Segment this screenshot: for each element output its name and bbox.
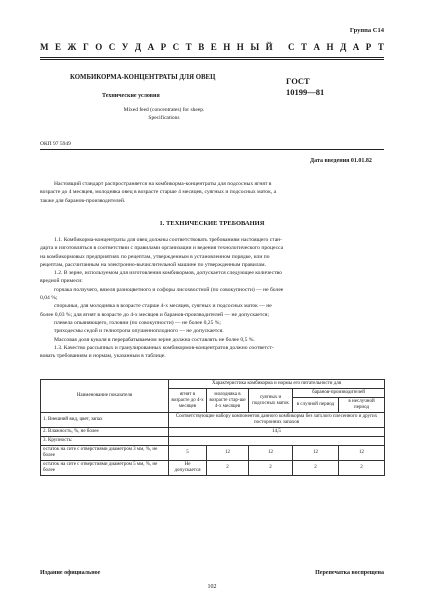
table-row [41,437,385,446]
norms-table [40,379,385,476]
value-rams-breeding: 12 [293,446,339,461]
header-rule-bottom [40,59,384,60]
body-line: 1.2. В зерне, используемом для изготовления комбикормов, допускается следующее количество [54,270,282,277]
value-young-sheep: 12 [207,446,249,461]
row-span-value [169,437,385,446]
intro-line: также для баранов-производителей. [40,197,126,204]
value-rams-breeding: 2 [293,461,339,476]
intro-paragraph [40,180,384,205]
document-subtitle: Технические условия [102,93,160,99]
english-title [84,107,244,122]
reprint-prohibited-label: Перепечатка воспрещена [315,570,384,576]
value-ewes: 2 [249,461,293,476]
header-indicator-name: Наименование показателя [41,380,169,413]
standard-heading-letter [279,42,281,52]
page-number: 102 [207,584,217,590]
standard-heading-letter: В [198,42,205,52]
body-line: спорыньи, для молодняка в возрасте старше 4-х месяцев, суягных и подсосных маток — не [54,303,272,310]
value-rams-nonbreeding: 12 [339,446,385,461]
header-rule-top [40,57,384,58]
standard-heading-letter: С [287,42,295,52]
standard-heading-letter: Т [377,42,384,52]
value-lambs: 5 [169,446,207,461]
table-row [41,461,385,476]
okp-code: ОКП 97 5949 [40,141,71,147]
row-label: 1. Внешний вид, цвет, запах [41,413,169,428]
standard-heading-letter: А [147,42,155,52]
intro-line: Настоящий стандарт распространяется на комбикорма-концентраты для подсосных ягнят в [54,181,272,187]
table-row [41,446,385,461]
standard-heading-letter: Ы [250,42,260,52]
english-title-line: Specifications [148,114,180,121]
standard-heading-letter: Д [134,42,142,52]
body-line: на комбикормовых предприятиях по рецептам, утвержденным в установленном порядке, или по [40,253,270,260]
standard-heading-letter: Е [210,42,217,52]
intro-line: возрасте до 4 месяцев, молодняка овец в возрасте старше 4 месяцев, суягных и подсосных маток, а [40,189,277,196]
standard-heading-letter: А [352,42,360,52]
standard-heading-letter: Й [265,42,273,52]
official-edition-label: Издание официальное [40,570,101,576]
document-title: КОМБИКОРМА-КОНЦЕНТРАТЫ ДЛЯ ОВЕЦ [70,74,216,81]
standard-heading-letter: У [121,42,129,52]
body-line: Массовая доля куколя в перерабатываемом зерне должна составлять не более 0,5 %. [54,336,255,343]
value-ewes: 12 [249,446,293,461]
body-line: триходесмы седой и гелиотропа опушенноплодного — не допускается. [54,328,224,335]
row-label: остаток на сите с отверстиями диаметром 3 мм, %, не более [41,446,169,461]
row-label: 3. Крупность: [41,437,169,446]
standard-heading-letter: Т [300,42,307,52]
row-span-value: 14,5 [169,428,385,437]
value-rams-nonbreeding: 2 [339,461,385,476]
header-rams: баранов-производителей [293,389,385,398]
row-label: остаток на сите с отверстиями диаметром 5 мм, %, не более [41,461,169,476]
header-ewes: суягных и подсосных маток [249,389,293,413]
standard-heading-letter: О [95,42,103,52]
standard-heading-letter: С [172,42,180,52]
standard-heading-letter: Н [223,42,231,52]
table-row [41,413,385,428]
group-code: Группа С14 [349,27,384,34]
body-line: более 0,03 %; для ягнят в возрасте до 4-х месяцев и баранов-производителей — не допускается; [40,311,270,318]
value-lambs: Не допускается [169,461,207,476]
standard-heading-letter: Д [340,42,347,52]
standard-heading-letter: Н [236,42,244,52]
body-line: плевела опьяняющего, головни (по совокупности) — не более 0,25 %; [54,319,221,326]
body-line: 1.1. Комбикорма-концентраты для овец должны соответствовать требованиям настоящего стан- [54,237,283,243]
header-rams-breeding: в случной период [293,398,339,413]
body-line: дарта и изготовляться в соответствии с правилами организации и ведения технологического процесса [40,245,284,252]
okp-rule [40,149,384,150]
english-title-line: Mixed feed (concentrates) for sheep. [123,107,205,113]
standard-heading-letter: Н [326,42,334,52]
row-label: 2. Влажность, %, не более [41,428,169,437]
value-young-sheep: 2 [207,461,249,476]
body-line: вовать требованиям и нормам, указанным в таблице. [40,353,166,360]
introduction-date: Дата введения 01.01.82 [310,158,372,164]
gost-label: ГОСТ [286,76,310,86]
header-group: Характеристика комбикорма и нормы его питательности для [169,380,385,389]
requirements-text [40,236,384,360]
header-lambs: ягнят в возрасте до 4-х месяцев [169,389,207,413]
standard-heading-letter: Ж [67,42,77,52]
standard-heading-letter: А [313,42,321,52]
body-line: рецептам, рассчитанным на электронно-вычислительной машине по утвержденным правилам. [40,261,266,268]
header-young-sheep: молодняка в возрасте стар-ше 4-х месяцев [207,389,249,413]
body-line: горчака ползучего, вязеля разноцветного и софоры лисохвостной (по совокупности) — не более [54,286,284,293]
body-line: вредной примеси: [40,278,83,285]
body-line: 0,04 %; [40,295,58,302]
row-span-value: Соответствующие набору компонентов данного комбикорма без затхлого плесенного и других посторонних запахов [169,413,385,428]
standard-heading-letter: Р [160,42,167,52]
standard-heading [40,42,384,52]
header-rams-nonbreeding: в неслучной период [339,398,385,413]
section-title: 1. ТЕХНИЧЕСКИЕ ТРЕБОВАНИЯ [159,220,265,227]
standard-heading-letter: Т [185,42,192,52]
gost-number [286,76,324,98]
standard-heading-letter: С [108,42,116,52]
standard-heading-letter: Е [55,42,62,52]
standard-heading-letter: Г [82,42,89,52]
body-line: 1.3. Качество рассыпных и гранулированных комбикормов-концентратов должно соответст- [54,344,274,351]
standard-heading-letter: М [40,42,49,52]
gost-code-value: 10199—81 [286,87,325,97]
table-row [41,428,385,437]
standard-heading-letter: Р [365,42,372,52]
